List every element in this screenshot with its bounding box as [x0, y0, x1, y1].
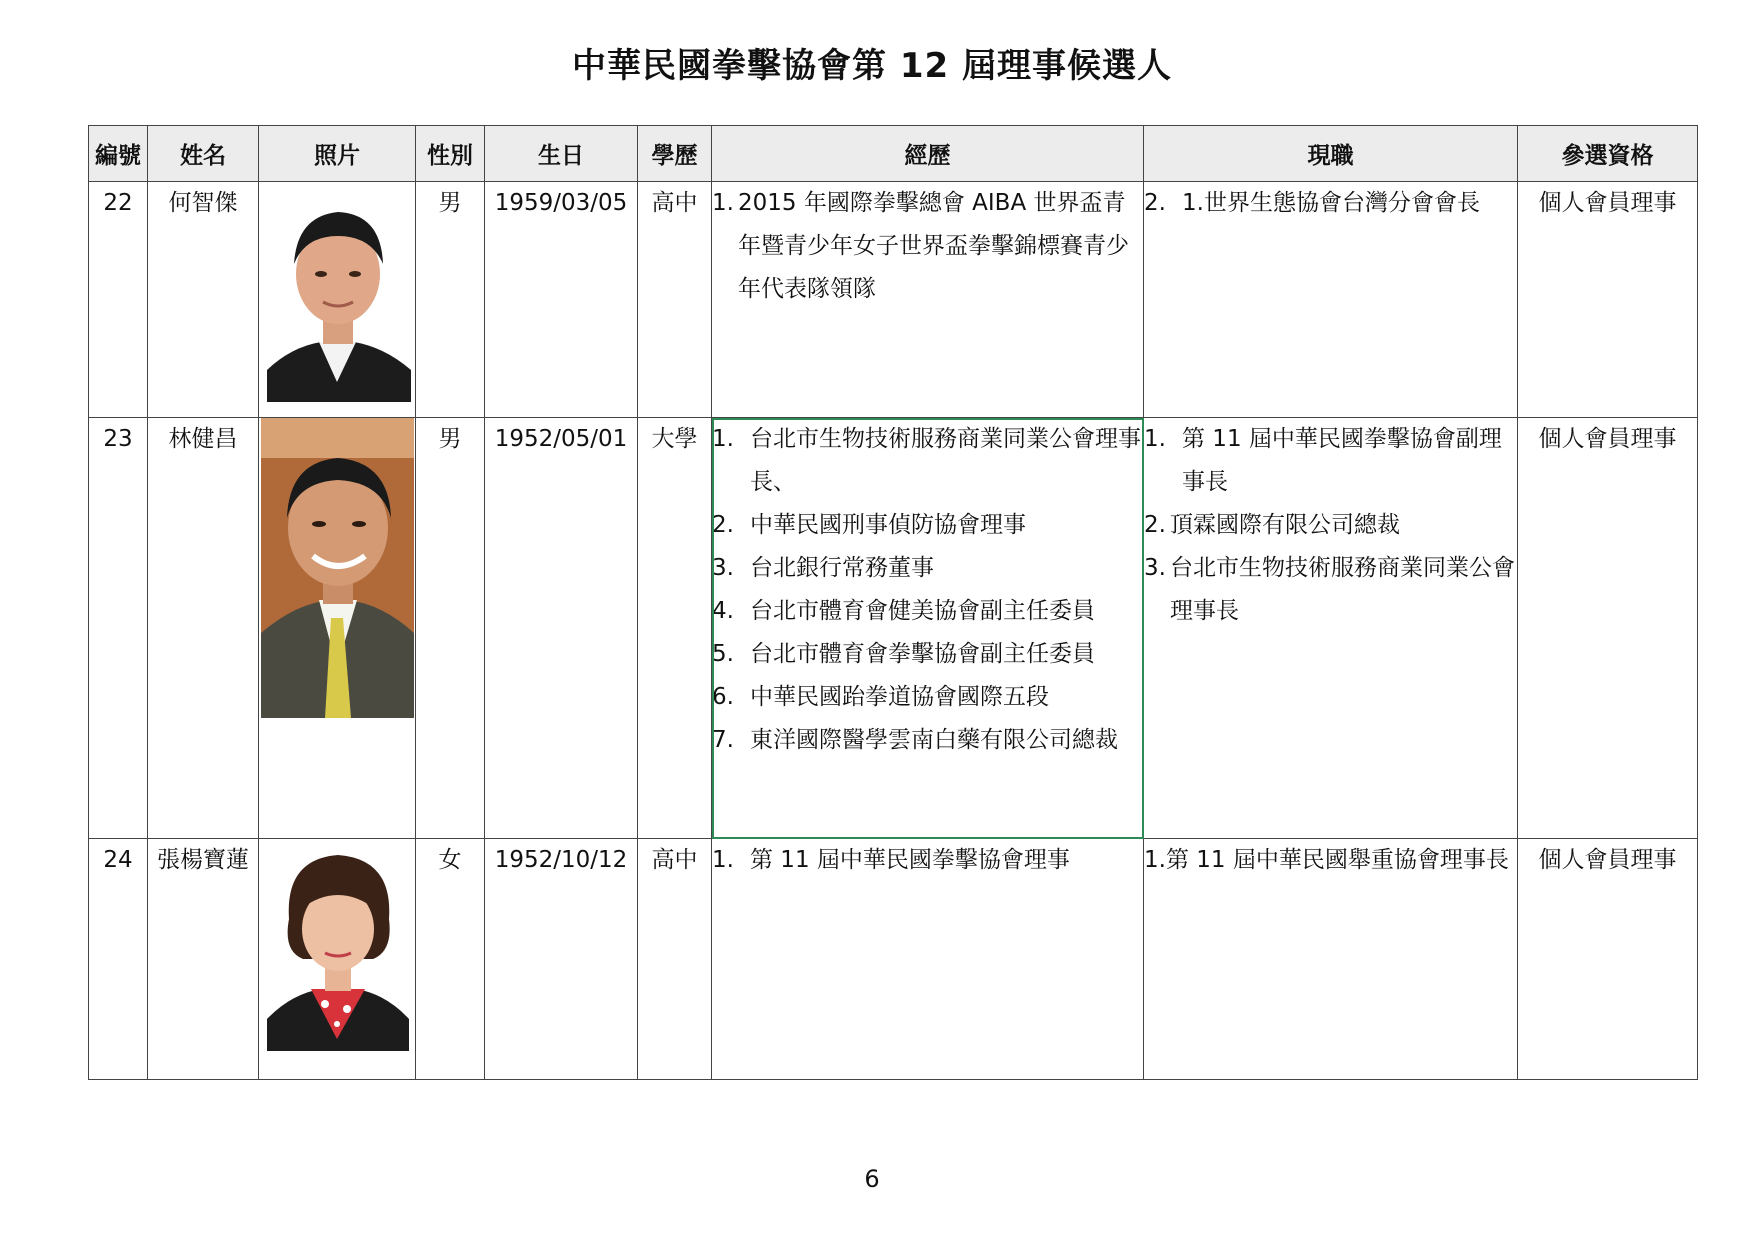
item-text: 頂霖國際有限公司總裁 — [1170, 512, 1400, 538]
item-text: 中華民國跆拳道協會國際五段 — [750, 684, 1049, 710]
item-text: 台北市體育會拳擊協會副主任委員 — [750, 641, 1095, 667]
experience-list — [712, 418, 1143, 762]
list-item — [712, 418, 1143, 504]
item-text: 台北市體育會健美協會副主任委員 — [750, 598, 1095, 624]
experience-list — [712, 839, 1143, 882]
item-number: 2. — [1144, 512, 1166, 538]
item-number: 1. — [712, 847, 734, 873]
item-number: 1. — [1144, 426, 1166, 452]
item-text: 東洋國際醫學雲南白藥有限公司總裁 — [750, 727, 1118, 753]
cell-photo — [259, 418, 416, 839]
list-item — [1144, 547, 1517, 633]
cell-current — [1144, 839, 1518, 1080]
item-number: 4. — [712, 598, 734, 624]
header-no: 編號 — [89, 126, 148, 182]
cell-experience — [712, 839, 1144, 1080]
cell-name: 林健昌 — [148, 418, 259, 839]
cell-education: 大學 — [638, 418, 712, 839]
item-number: 1. — [712, 426, 734, 452]
item-text: 中華民國刑事偵防協會理事 — [750, 512, 1026, 538]
cell-education: 高中 — [638, 839, 712, 1080]
list-item — [1144, 839, 1517, 882]
list-item — [712, 676, 1143, 719]
page-title: 中華民國拳擊協會第 12 屆理事候選人 — [572, 46, 1172, 86]
candidate-table — [88, 125, 1698, 1080]
item-text: 1.世界生態協會台灣分會會長 — [1182, 190, 1480, 216]
item-number: 5. — [712, 641, 734, 667]
cell-name: 張楊寶蓮 — [148, 839, 259, 1080]
current-list — [1144, 418, 1517, 633]
cell-birthday: 1952/10/12 — [485, 839, 638, 1080]
item-text: 2015 年國際拳擊總會 AIBA 世界盃青年暨青少年女子世界盃拳擊錦標賽青少年代表隊領隊 — [738, 190, 1129, 302]
header-photo: 照片 — [259, 126, 416, 182]
page-number: 6 — [864, 1165, 880, 1193]
cell-experience — [712, 182, 1144, 418]
list-item — [1144, 418, 1517, 504]
cell-experience — [712, 418, 1144, 839]
item-text: 第 11 屆中華民國拳擊協會副理事長 — [1182, 426, 1502, 495]
cell-no: 22 — [89, 182, 148, 418]
item-number: 1. — [712, 190, 734, 216]
cell-gender: 女 — [416, 839, 485, 1080]
current-list — [1144, 839, 1517, 882]
header-current: 現職 — [1144, 126, 1518, 182]
item-number: 1. — [1144, 847, 1166, 873]
current-list — [1144, 182, 1517, 225]
item-text: 台北市生物技術服務商業同業公會理事長 — [1170, 555, 1515, 624]
item-number: 3. — [1144, 555, 1166, 581]
header-birthday: 生日 — [485, 126, 638, 182]
header-name: 姓名 — [148, 126, 259, 182]
item-number: 3. — [712, 555, 734, 581]
candidate-photo — [261, 418, 414, 718]
header-gender: 性別 — [416, 126, 485, 182]
table-row — [89, 182, 1698, 418]
cell-qualification: 個人會員理事 — [1518, 839, 1698, 1080]
list-item — [1144, 182, 1517, 225]
list-item — [1144, 504, 1517, 547]
cell-current — [1144, 182, 1518, 418]
candidate-photo — [261, 182, 414, 402]
header-qualification: 參選資格 — [1518, 126, 1698, 182]
header-experience: 經歷 — [712, 126, 1144, 182]
cell-no: 23 — [89, 418, 148, 839]
list-item — [712, 182, 1143, 311]
cell-gender: 男 — [416, 418, 485, 839]
table-row — [89, 418, 1698, 839]
list-item — [712, 633, 1143, 676]
cell-birthday: 1959/03/05 — [485, 182, 638, 418]
table-row — [89, 839, 1698, 1080]
item-number: 2. — [1144, 190, 1166, 216]
cell-no: 24 — [89, 839, 148, 1080]
cell-photo — [259, 182, 416, 418]
item-text: 第 11 屆中華民國拳擊協會理事 — [750, 847, 1070, 873]
list-item — [712, 547, 1143, 590]
item-number: 2. — [712, 512, 734, 538]
cell-birthday: 1952/05/01 — [485, 418, 638, 839]
table-header-row — [89, 126, 1698, 182]
cell-name: 何智傑 — [148, 182, 259, 418]
cell-qualification: 個人會員理事 — [1518, 182, 1698, 418]
item-text: 第 11 屆中華民國舉重協會理事長 — [1165, 847, 1509, 873]
candidate-photo — [261, 839, 414, 1051]
list-item — [712, 719, 1143, 762]
list-item — [712, 590, 1143, 633]
item-number: 6. — [712, 684, 734, 710]
header-education: 學歷 — [638, 126, 712, 182]
list-item — [712, 839, 1143, 882]
cell-qualification: 個人會員理事 — [1518, 418, 1698, 839]
item-text: 台北銀行常務董事 — [750, 555, 934, 581]
cell-current — [1144, 418, 1518, 839]
item-number: 7. — [712, 727, 734, 753]
item-text: 台北市生物技術服務商業同業公會理事長、 — [750, 426, 1141, 495]
experience-list — [712, 182, 1143, 311]
cell-gender: 男 — [416, 182, 485, 418]
cell-photo — [259, 839, 416, 1080]
cell-education: 高中 — [638, 182, 712, 418]
list-item — [712, 504, 1143, 547]
